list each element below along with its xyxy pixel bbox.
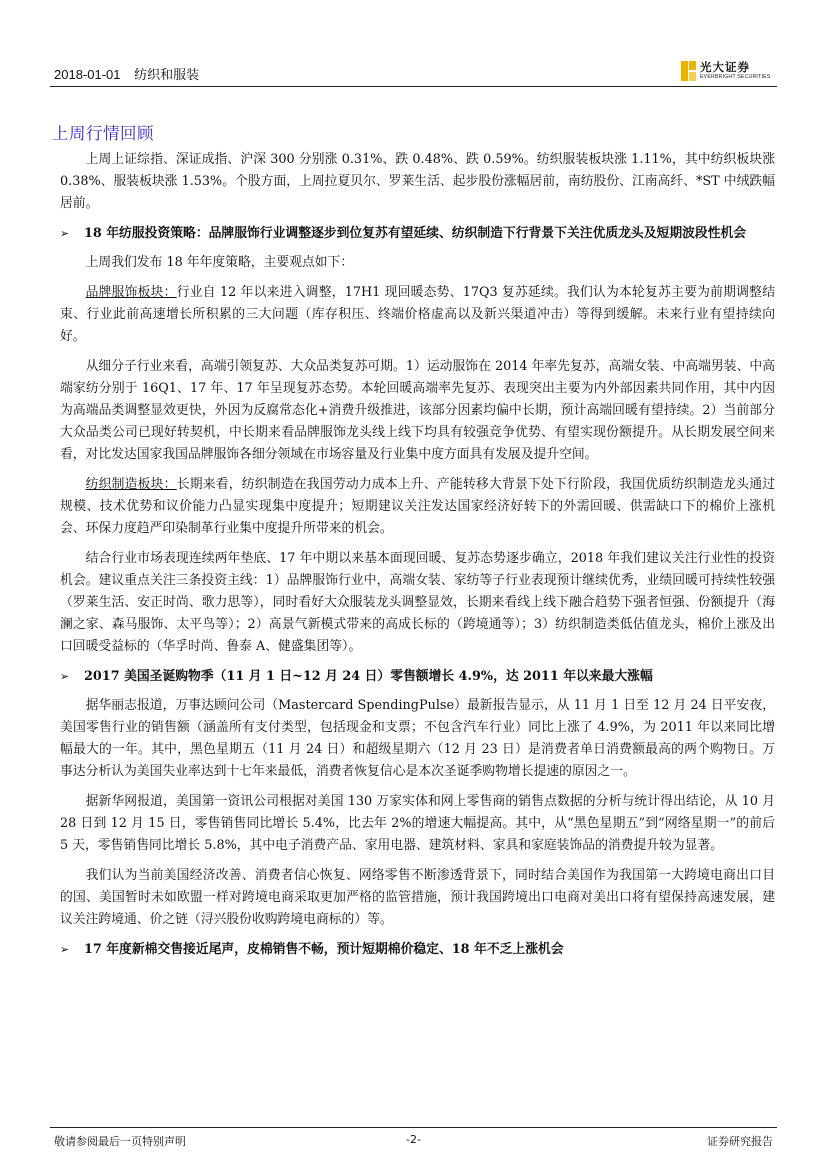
paragraph-investment-themes: 结合行业市场表现连续两年垫底、17 年中期以来基本面现回暖、复苏态势逐步确立，2018 年我们建议关注行业性的投资机会。建议重点关注三条投资主线：1）品牌服饰行业中，高端女装、家纺等子行业表现预计继续优秀，业绩回暖可持续性较强（罗莱生活、安正时尚、歌力思等），同时看好大众服装龙头调整显效，长期来看线上线下融合趋势下强者恒强、份额提升（海澜之家、森马服饰、太平鸟等）；2）高景气新模式带来的高成长标的（跨境通等）；3）纺织制造类低估值龙头，棉价上涨及出口回暖受益标的（华孚时尚、鲁泰 A、健盛集团等）。 xyxy=(60,551,775,654)
arrow-bullet-icon: ➢ xyxy=(60,227,70,240)
paragraph-textile-manufacturing xyxy=(60,474,775,540)
textile-label: 纺织制造板块： xyxy=(85,477,177,492)
industry-name: 纺织和服装 xyxy=(134,67,200,82)
paragraph-strategy-intro: 上周我们发布 18 年年度策略，主要观点如下： xyxy=(85,255,354,270)
logo-text-cn: 光大证券 xyxy=(700,60,750,74)
bullet-heading-us-holiday xyxy=(60,666,775,688)
bullet-heading-text: 17 年度新棉交售接近尾声，皮棉销售不畅，预计短期棉价稳定、18 年不乏上涨机会 xyxy=(84,942,564,957)
disclaimer-note: 敬请参阅最后一页特别声明 xyxy=(54,1135,186,1148)
brand-apparel-label: 品牌服饰板块： xyxy=(85,285,177,300)
paragraph-subsectors: 从细分子行业来看，高端引领复苏、大众品类复苏可期。1）运动服饰在 2014 年率先复苏，高端女装、中高端男装、中高端家纺分别于 16Q1、17 年、17 年呈现复苏态势。本轮回暖高端率先复苏、表现突出主要为内外部因素共同作用，其中内因为高端品类调整显效更快，外因为反腐常态化+消费升级推进，该部分因素均偏中长期，预计高端回暖有望持续。2）当前部分大众品类公司已现好转契机，中长期来看品牌服饰龙头线上线下均具有较强竞争优势、有望实现份额提升。从长期发展空间来看，对比发达国家我国品牌服饰各细分领域在市场容量及行业集中度方面具有发展及提升空间。 xyxy=(60,359,775,462)
header-divider xyxy=(50,86,777,87)
bullet-heading-cotton xyxy=(60,939,775,961)
page-header xyxy=(50,58,777,84)
logo-mark-icon xyxy=(681,61,696,81)
report-type: 证券研究报告 xyxy=(707,1135,773,1148)
section-title: 上周行情回顾 xyxy=(52,124,154,143)
paragraph-mastercard: 据华丽志报道，万事达顾问公司（Mastercard SpendingPulse）最新报告显示，从 11 月 1 日至 12 月 24 日平安夜，美国零售行业的销售额（涵盖所有支付类型，包括现金和支票；不包含汽车行业）同比上涨了 4.9%，为 2011 年以来同比增幅最大的一年。其中，黑色星期五（11 月 24 日）和超级星期六（12 月 23 日）是消费者单日消费额最高的两个购物日。万事达分析认为美国失业率达到十七年来最低，消费者恢复信心是本次圣诞季购物增长提速的原因之一。 xyxy=(60,698,775,779)
paragraph-xinhua: 据新华网报道，美国第一资讯公司根据对美国 130 万家实体和网上零售商的销售点数据的分析与统计得出结论，从 10 月 28 日到 12 月 15 日，零售销售同比增长 5.4%，比去年 2%的增速大幅提高。其中，从“黑色星期五”到“网络星期一”的前后 5 天，零售销售同比增长 5.8%，其中电子消费产品、家用电器、建筑材料、家具和家庭装饰品的消费提升较为显著。 xyxy=(60,794,775,853)
brand-apparel-text: 行业自 12 年以来进入调整，17H1 现回暖态势、17Q3 复苏延续。我们认为本轮复苏主要为前期调整结束、行业此前高速增长所积累的三大问题（库存积压、终端价格虚高以及新兴渠道冲击）等得到缓解。未来行业有望持续向好。 xyxy=(60,285,775,344)
header-info xyxy=(54,64,209,83)
logo-text-en: EVERBRIGHT SECURITIES xyxy=(700,74,771,80)
report-body xyxy=(60,149,775,968)
bullet-heading-text: 2017 美国圣诞购物季（11 月 1 日~12 月 24 日）零售额增长 4.9%，达 2011 年以来最大涨幅 xyxy=(84,669,653,684)
arrow-bullet-icon: ➢ xyxy=(60,943,70,956)
page-footer xyxy=(50,1133,777,1153)
textile-text: 长期来看，纺织制造在我国劳动力成本上升、产能转移大背景下处下行阶段，我国优质纺织制造龙头通过规模、技术优势和议价能力凸显实现集中度提升；短期建议关注发达国家经济好转下的外需回暖、供需缺口下的棉价上涨机会、环保力度趋严印染制革行业集中度提升所带来的机会。 xyxy=(60,477,776,536)
page-number: -2- xyxy=(406,1133,421,1146)
company-logo xyxy=(681,58,777,86)
report-date: 2018-01-01 xyxy=(54,67,121,82)
paragraph-market-review: 上周上证综指、深证成指、沪深 300 分别涨 0.31%、跌 0.48%、跌 0.59%。纺织服装板块涨 1.11%，其中纺织板块涨 0.38%、服装板块涨 1.53%。个股方面，上周拉夏贝尔、罗莱生活、起步股份涨幅居前，南纺股份、江南高纤、*ST 中绒跌幅居前。 xyxy=(60,152,775,211)
footer-divider xyxy=(50,1127,777,1128)
paragraph-brand-apparel xyxy=(60,282,775,348)
paragraph-cross-border: 我们认为当前美国经济改善、消费者信心恢复、网络零售不断渗透背景下，同时结合美国作为我国第一大跨境电商出口目的国、美国暂时未如欧盟一样对跨境电商采取更加严格的监管措施，预计我国跨境出口电商对美出口将有望保持高速发展，建议关注跨境通、价之链（浔兴股份收购跨境电商标的）等。 xyxy=(60,868,775,927)
bullet-heading-text: 18 年纺服投资策略：品牌服饰行业调整逐步到位复苏有望延续、纺织制造下行背景下关注优质龙头及短期波段性机会 xyxy=(84,226,747,241)
bullet-heading-strategy xyxy=(60,223,775,245)
arrow-bullet-icon: ➢ xyxy=(60,670,70,683)
